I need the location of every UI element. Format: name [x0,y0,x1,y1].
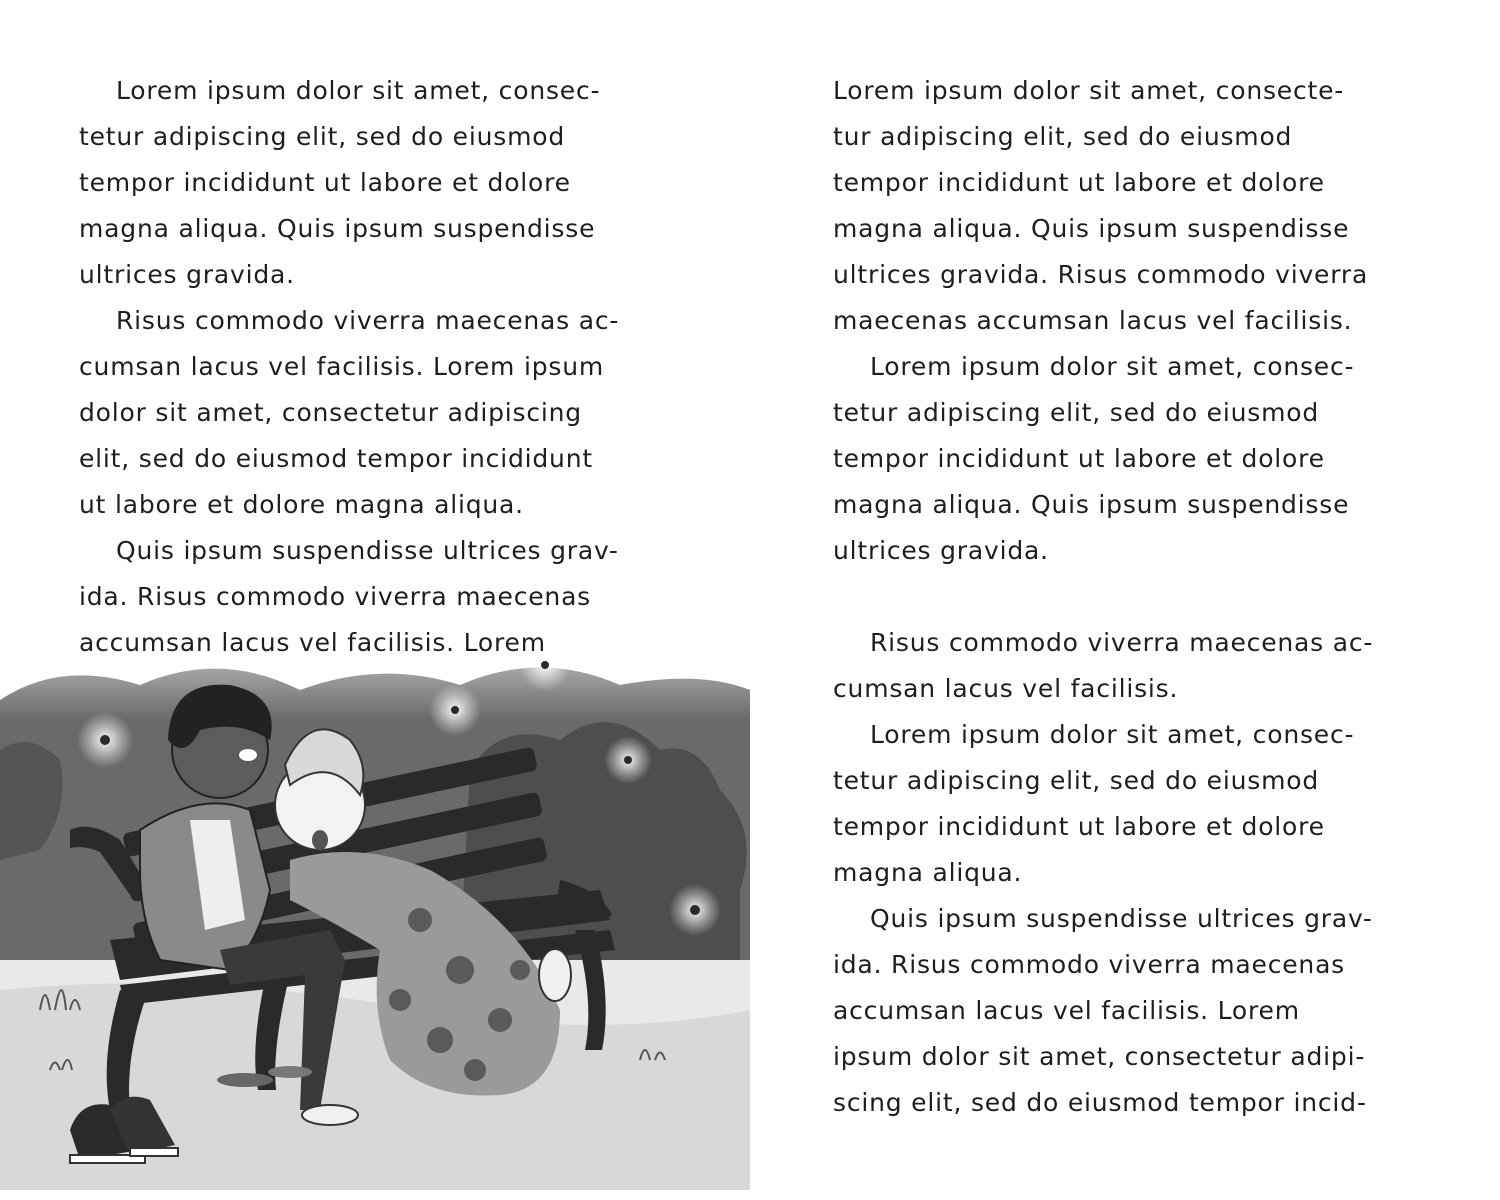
text-line: Quis ipsum suspendisse ultrices grav- [116,536,619,565]
text-line: tempor incididunt ut labore et dolore [833,812,1325,841]
text-line: ultrices gravida. [79,260,295,289]
text-line: dolor sit amet, consectetur adipiscing [79,398,582,427]
text-line: Lorem ipsum dolor sit amet, consecte- [833,76,1345,105]
text-line: magna aliqua. Quis ipsum suspendisse [833,490,1350,519]
text-line: Lorem ipsum dolor sit amet, consec- [870,720,1355,749]
text-line: Lorem ipsum dolor sit amet, consec- [116,76,601,105]
text-line: cumsan lacus vel facilisis. Lorem ipsum [79,352,604,381]
text-line: tur adipiscing elit, sed do eiusmod [833,122,1293,151]
text-line: cumsan lacus vel facilisis. [833,674,1179,703]
text-line: tempor incididunt ut labore et dolore [79,168,571,197]
left-page-text [79,68,679,666]
text-line: maecenas accumsan lacus vel facilisis. [833,306,1353,335]
text-line: magna aliqua. Quis ipsum suspendisse [833,214,1350,243]
text-line: elit, sed do eiusmod tempor incididunt [79,444,593,473]
text-line: tempor incididunt ut labore et dolore [833,168,1325,197]
text-line: tempor incididunt ut labore et dolore [833,444,1325,473]
bench-illustration [0,590,750,1190]
text-line: tetur adipiscing elit, sed do eiusmod [833,766,1319,795]
text-line: accumsan lacus vel facilisis. Lorem [833,996,1300,1025]
text-line: Risus commodo viverra maecenas ac- [870,628,1374,657]
text-line: magna aliqua. Quis ipsum suspendisse [79,214,596,243]
text-line: ultrices gravida. Risus commodo viverra [833,260,1369,289]
right-page-text [833,68,1453,1126]
text-line: ultrices gravida. [833,536,1049,565]
text-line: Risus commodo viverra maecenas ac- [116,306,620,335]
text-line: ipsum dolor sit amet, consectetur adipi- [833,1042,1366,1071]
blank-line [833,574,1453,620]
text-line: ida. Risus commodo viverra maecenas [79,582,592,611]
text-line: ida. Risus commodo viverra maecenas [833,950,1346,979]
text-line: Quis ipsum suspendisse ultrices grav- [870,904,1373,933]
text-line: magna aliqua. [833,858,1023,887]
text-line: tetur adipiscing elit, sed do eiusmod [833,398,1319,427]
text-line: accumsan lacus vel facilisis. Lorem [79,628,546,657]
text-line: Lorem ipsum dolor sit amet, consec- [870,352,1355,381]
text-line: ut labore et dolore magna aliqua. [79,490,524,519]
right-page [750,0,1500,1200]
text-line: scing elit, sed do eiusmod tempor incid- [833,1088,1367,1117]
text-line: tetur adipiscing elit, sed do eiusmod [79,122,565,151]
